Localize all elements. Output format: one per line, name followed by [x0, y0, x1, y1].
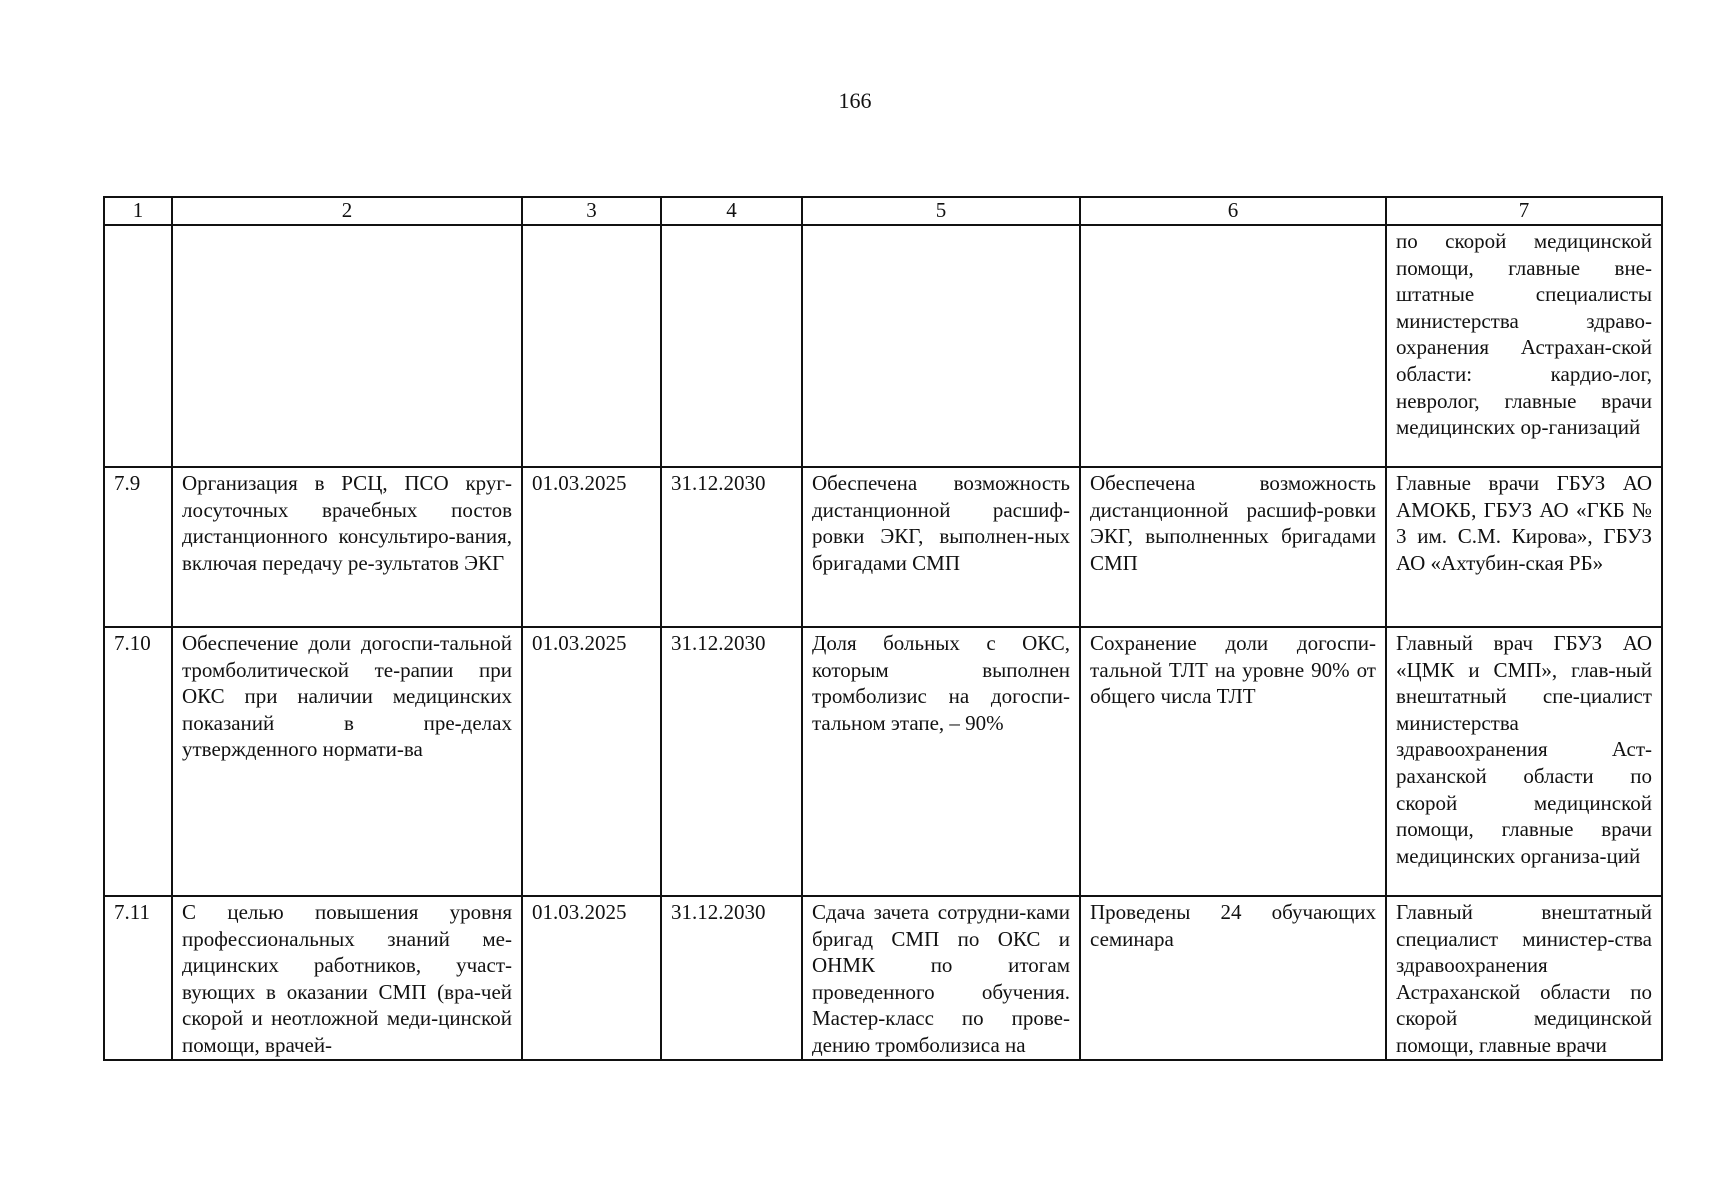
event-cell	[172, 225, 522, 467]
page-number: 166	[838, 88, 872, 113]
responsible-cell: Главные врачи ГБУЗ АО АМОКБ, ГБУЗ АО «ГКБ № 3 им. С.М. Кирова», ГБУЗ АО «Ахтубин-ская РБ»	[1386, 467, 1662, 627]
column-header-3: 3	[522, 197, 661, 225]
start-date-cell: 01.03.2025	[522, 467, 661, 627]
row-number: 7.9	[104, 467, 172, 627]
column-number-row	[104, 197, 1662, 225]
indicator-cell	[802, 225, 1080, 467]
column-header-1: 1	[104, 197, 172, 225]
indicator-cell: Обеспечена возможность дистанционной расшиф-ровки ЭКГ, выполнен-ных бригадами СМП	[802, 467, 1080, 627]
column-header-5: 5	[802, 197, 1080, 225]
end-date-cell: 31.12.2030	[661, 627, 802, 896]
measures-table	[103, 196, 1663, 1061]
event-cell: Обеспечение доли догоспи-тальной тромболитической те-рапии при ОКС при наличии медицинских показаний в пре-делах утвержденного нормати-ва	[172, 627, 522, 896]
end-date-cell	[661, 225, 802, 467]
end-date-cell: 31.12.2030	[661, 896, 802, 1060]
indicator-cell: Сдача зачета сотрудни-ками бригад СМП по ОКС и ОНМК по итогам проведенного обучения. Мастер-класс по прове-дению тромболизиса на	[802, 896, 1080, 1060]
column-header-4: 4	[661, 197, 802, 225]
responsible-cell: Главный врач ГБУЗ АО «ЦМК и СМП», глав-ный внештатный спе-циалист министерства здравоохранения Аст-раханской области по скорой медицинской помощи, главные врачи медицинских организа-ций	[1386, 627, 1662, 896]
row-number: 7.10	[104, 627, 172, 896]
result-cell: Проведены 24 обучающих семинара	[1080, 896, 1386, 1060]
start-date-cell: 01.03.2025	[522, 627, 661, 896]
column-header-7: 7	[1386, 197, 1662, 225]
column-header-6: 6	[1080, 197, 1386, 225]
result-cell: Обеспечена возможность дистанционной расшиф-ровки ЭКГ, выполненных бригадами СМП	[1080, 467, 1386, 627]
table-row	[104, 627, 1662, 896]
result-cell: Сохранение доли догоспи-тальной ТЛТ на уровне 90% от общего числа ТЛТ	[1080, 627, 1386, 896]
start-date-cell: 01.03.2025	[522, 896, 661, 1060]
result-cell	[1080, 225, 1386, 467]
row-number	[104, 225, 172, 467]
event-cell: С целью повышения уровня профессиональных знаний ме-дицинских работников, участ-вующих в оказании СМП (вра-чей скорой и неотложной меди-цинской помощи, врачей-	[172, 896, 522, 1060]
end-date-cell: 31.12.2030	[661, 467, 802, 627]
indicator-cell: Доля больных с ОКС, которым выполнен тромболизис на догоспи-тальном этапе, – 90%	[802, 627, 1080, 896]
row-number: 7.11	[104, 896, 172, 1060]
table-row	[104, 896, 1662, 1060]
responsible-cell: по скорой медицинской помощи, главные вне-штатные специалисты министерства здраво-охранения Астрахан-ской области: кардио-лог, невролог, главные врачи медицинских ор-ганизаций	[1386, 225, 1662, 467]
event-cell: Организация в РСЦ, ПСО круг-лосуточных врачебных постов дистанционного консультиро-вания, включая передачу ре-зультатов ЭКГ	[172, 467, 522, 627]
responsible-cell: Главный внештатный специалист министер-ства здравоохранения Астраханской области по скорой медицинской помощи, главные врачи	[1386, 896, 1662, 1060]
column-header-2: 2	[172, 197, 522, 225]
table-row	[104, 467, 1662, 627]
start-date-cell	[522, 225, 661, 467]
table-row	[104, 225, 1662, 467]
